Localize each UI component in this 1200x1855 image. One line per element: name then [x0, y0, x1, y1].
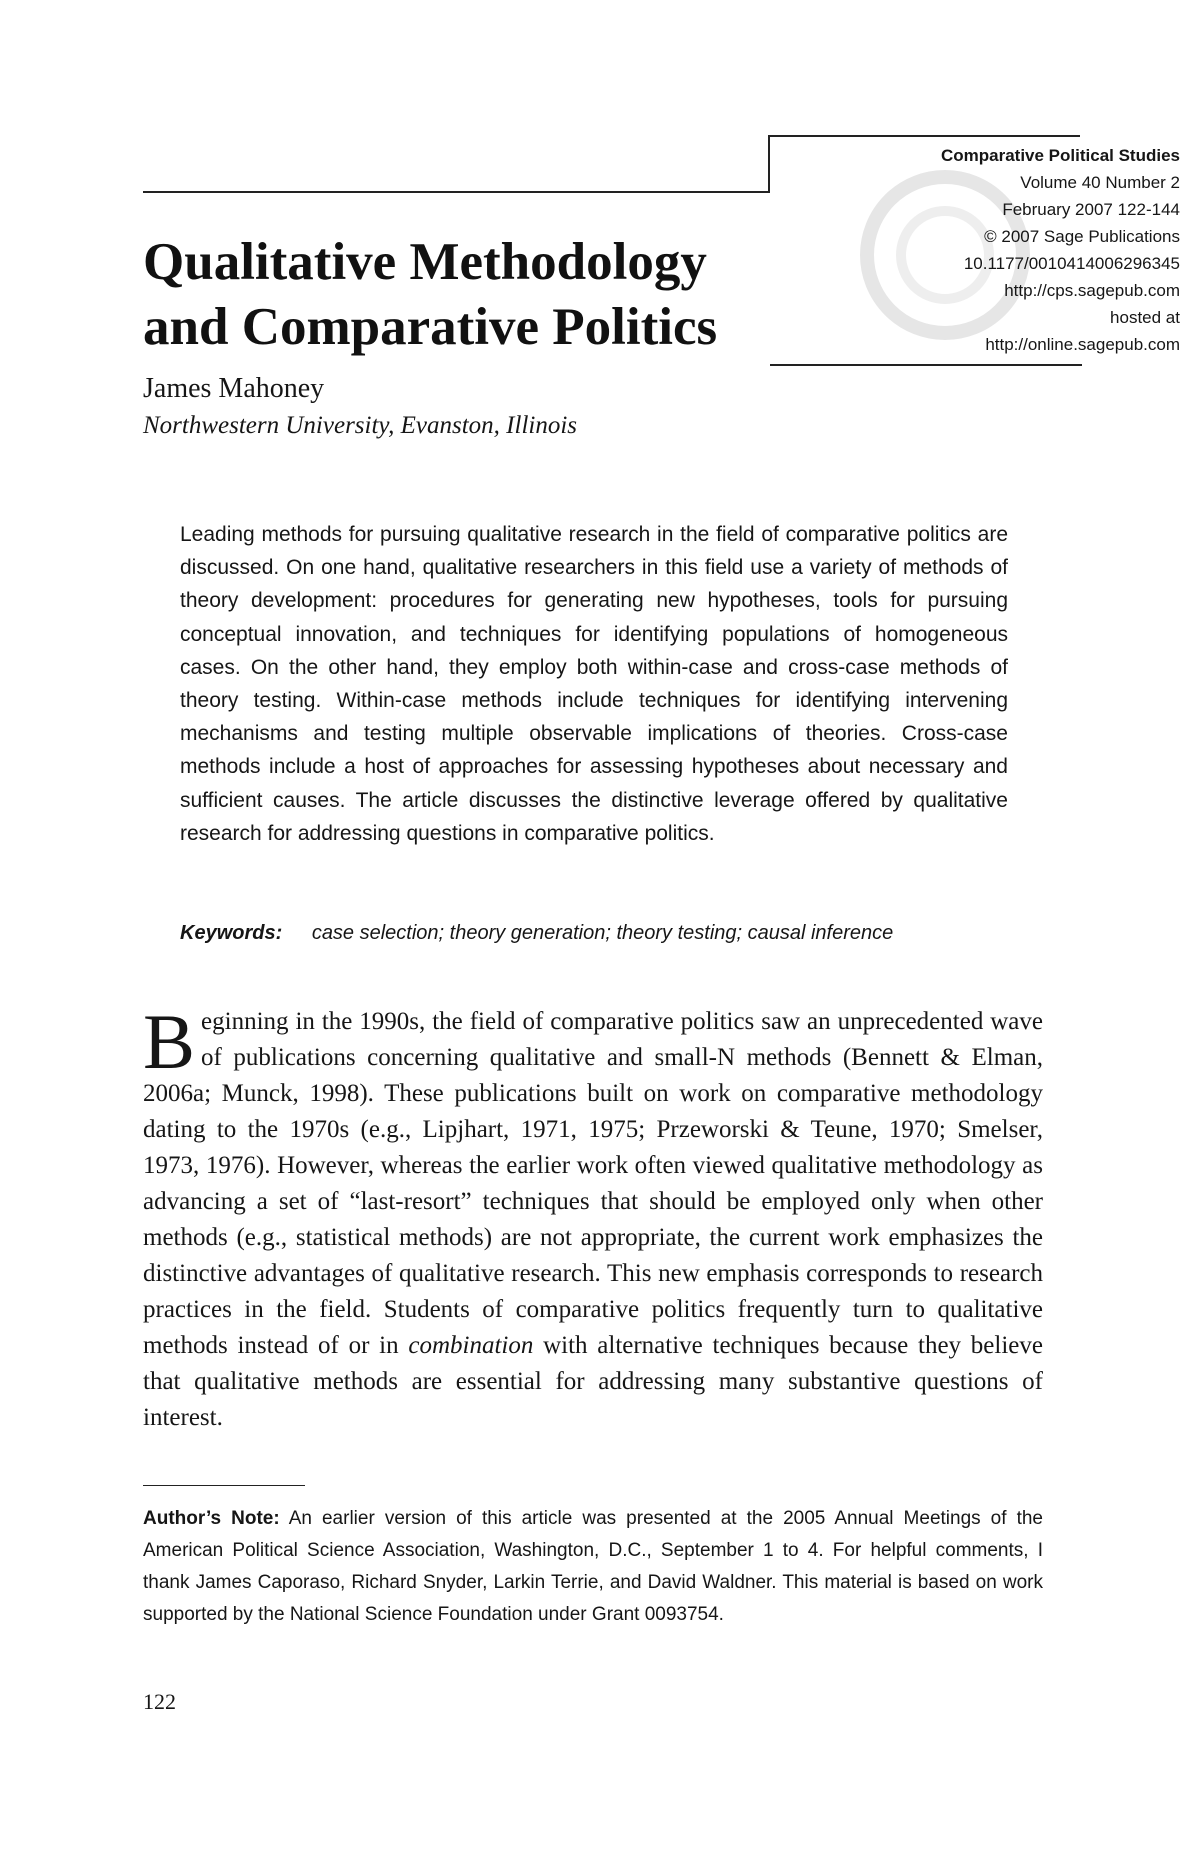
page-number: 122	[143, 1689, 176, 1714]
journal-hosted-at: hosted at	[1110, 308, 1180, 327]
journal-url[interactable]: http://cps.sagepub.com	[1004, 281, 1180, 300]
keywords	[180, 918, 1008, 948]
author-affiliation: Northwestern University, Evanston, Illinois	[143, 412, 578, 439]
author-note-label: Author’s Note:	[143, 1508, 280, 1529]
header-rule-left	[143, 191, 770, 193]
body-text-part-2: with alternative techniques because they believe that qualitative methods are essential for addressing many substantive questions of interest.	[143, 1332, 1043, 1431]
author-note-text: An earlier version of this article was presented at the 2005 Annual Meetings of the American Political Science Association, Washington, D.C., September 1 to 4. For helpful comments, I thank James Caporaso, Richard Snyder, Larkin Terrie, and David Waldner. This material is based on work supported by the National Science Foundation under Grant 0093754.	[143, 1508, 1043, 1625]
journal-doi: 10.1177/0010414006296345	[963, 254, 1180, 273]
header-rule-vertical	[768, 135, 770, 193]
journal-name: Comparative Political Studies	[940, 146, 1180, 165]
journal-date-pages: February 2007 122-144	[1002, 200, 1180, 219]
article-title	[143, 230, 717, 360]
journal-host-url[interactable]: http://online.sagepub.com	[985, 335, 1180, 354]
body-text-part-1: eginning in the 1990s, the field of comparative politics saw an unprecedented wave of publications concerning qualitative and small-N methods (Bennett & Elman, 2006a; Munck, 1998). These publications built on work on comparative methodology dating to the 1970s (e.g., Lipjhart, 1971, 1975; Przeworski & Teune, 1970; Smelser, 1973, 1976). However, whereas the earlier work often viewed qualitative methodology as advancing a set of “last-resort” techniques that should be employed only when other methods (e.g., statistical methods) are not appropriate, the current work emphasizes the distinctive advantages of qualitative research. This new emphasis corresponds to research practices in the field. Students of comparative politics frequently turn to qualitative methods instead of or in	[143, 1008, 1043, 1359]
header-rule-bottom	[770, 364, 1082, 366]
author-name: James Mahoney	[143, 373, 325, 404]
journal-copyright: © 2007 Sage Publications	[984, 227, 1180, 246]
header-rule-top	[768, 135, 1080, 137]
article-title-line-2: and Comparative Politics	[143, 298, 718, 356]
author-note	[143, 1503, 1043, 1631]
keywords-label: Keywords:	[180, 922, 283, 944]
body-emphasis: combination	[408, 1332, 534, 1359]
body-text	[143, 998, 1043, 1436]
abstract: Leading methods for pursuing qualitative research in the field of comparative politics are discussed. On one hand, qualitative researchers in this field use a variety of methods of theory development: procedures for generating new hypotheses, tools for pursuing conceptual innovation, and techniques for identifying populations of homogeneous cases. On the other hand, they employ both within-case and cross-case methods of theory testing. Within-case methods include techniques for identifying intervening mechanisms and testing multiple observable implications of theories. Cross-case methods include a host of approaches for assessing hypotheses about necessary and sufficient causes. The article discusses the distinctive leverage offered by qualitative research for addressing questions in comparative politics.	[180, 523, 1008, 845]
keywords-list: case selection; theory generation; theory testing; causal inference	[311, 922, 894, 944]
journal-info	[790, 142, 1180, 360]
journal-volume: Volume 40 Number 2	[1020, 173, 1180, 192]
article-title-line-1: Qualitative Methodology	[143, 233, 707, 291]
drop-cap: B	[143, 998, 196, 1085]
footnote-rule	[143, 1485, 305, 1486]
